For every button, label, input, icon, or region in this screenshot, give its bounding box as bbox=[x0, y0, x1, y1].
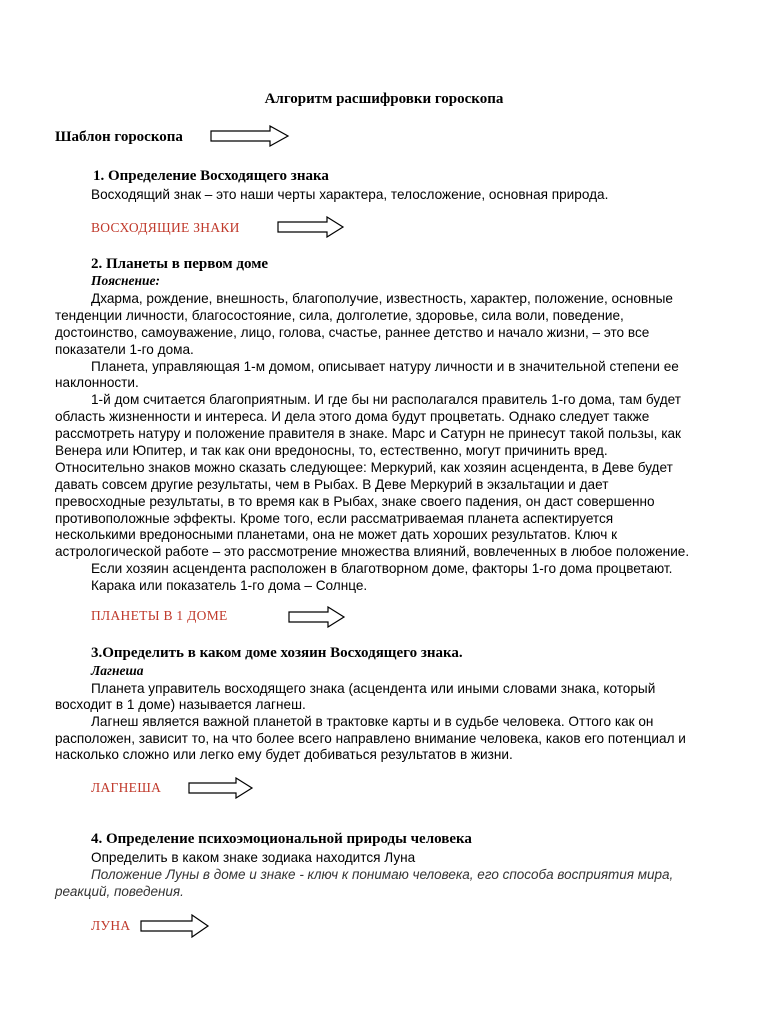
paragraph-line: показатели 1-го дома. bbox=[55, 342, 194, 357]
paragraph-line: Лагнеш является важной планетой в трактовке карты и в судьбе человека. Оттого как он bbox=[91, 714, 654, 729]
paragraph-line: насколько сложно или легко ему будет добиваться результатов в жизни. bbox=[55, 747, 513, 762]
page-title: Алгоритм расшифровки гороскопа bbox=[264, 91, 504, 107]
paragraph-line: превосходные результаты, в то время как в Рыбах, знаке своего падения, он даст совершенно bbox=[55, 494, 655, 509]
lagnesha-link[interactable]: ЛАГНЕША bbox=[91, 780, 162, 795]
italic-line: Положение Луны в доме и знаке - ключ к понимаю человека, его способа восприятия мира, bbox=[91, 867, 674, 882]
paragraph-line: достоинство, самоуважение, лицо, голова, счастье, раннее детство и начало жизни, – это все bbox=[55, 325, 650, 340]
section-4-text: Определить в каком знаке зодиака находится Луна bbox=[91, 850, 416, 865]
paragraph-line: восходит в 1 доме) называется лагнеш. bbox=[55, 697, 306, 712]
paragraph-line: Планета управитель восходящего знака (асцендента или иными словами знака, который bbox=[91, 681, 656, 696]
right-arrow-icon[interactable] bbox=[288, 606, 346, 628]
section-4-heading: 4. Определение психоэмоциональной природы человека bbox=[91, 831, 472, 847]
paragraph-line: тенденции личности, благосостояние, сила, долголетие, здоровье, сила воли, поведение, bbox=[55, 308, 624, 323]
right-arrow-icon[interactable] bbox=[277, 216, 345, 238]
paragraph-line: астрологической работе – это рассмотрение множества влияний, вовлеченных в любое положение. bbox=[55, 544, 690, 559]
ascendant-signs-link[interactable]: ВОСХОДЯЩИЕ ЗНАКИ bbox=[91, 220, 240, 235]
paragraph-line: Если хозяин асцендента расположен в благотворном доме, факторы 1-го дома процветают. bbox=[91, 561, 673, 576]
paragraph-line: давать совсем другие результаты, чем в Рыбах. В Деве Меркурий в экзальтации и дает bbox=[55, 477, 609, 492]
section-2-subheading: Пояснение: bbox=[91, 273, 160, 288]
right-arrow-icon[interactable] bbox=[210, 125, 290, 147]
right-arrow-icon[interactable] bbox=[188, 777, 254, 799]
section-2-heading: 2. Планеты в первом доме bbox=[91, 256, 269, 272]
template-label: Шаблон гороскопа bbox=[55, 129, 183, 145]
paragraph-line: противоположные эффекты. Кроме того, если рассматриваемая планета аспектируется bbox=[55, 511, 614, 526]
paragraph-line: несколькими вредоносными планетами, она не может дать хороших результатов. Ключ к bbox=[55, 527, 618, 542]
moon-link[interactable]: ЛУНА bbox=[91, 918, 131, 933]
paragraph-line: Относительно знаков можно сказать следующее: Меркурий, как хозяин асцендента, в Деве будет bbox=[55, 460, 673, 475]
paragraph-line: область жизненности и интереса. И дела этого дома будут процветать. Однако следует также bbox=[55, 409, 650, 424]
paragraph-line: Карака или показатель 1-го дома – Солнце. bbox=[91, 578, 368, 593]
section-1-heading: 1. Определение Восходящего знака bbox=[93, 168, 329, 184]
paragraph-line: 1-й дом считается благоприятным. И где бы ни располагался правитель 1-го дома, там будет bbox=[91, 392, 681, 407]
paragraph-line: наклонности. bbox=[55, 375, 139, 390]
paragraph-line: Планета, управляющая 1-м домом, описывает натуру личности и в значительной степени ее bbox=[91, 359, 679, 374]
italic-line: реакций, поведения. bbox=[55, 884, 184, 899]
paragraph-line: Венера или Юпитер, и так как они вредоносны, то, естественно, могут причинить вред. bbox=[55, 443, 608, 458]
planets-first-house-link[interactable]: ПЛАНЕТЫ В 1 ДОМЕ bbox=[91, 608, 228, 623]
paragraph-line: рассмотреть натуру и положение правителя в знаке. Марс и Сатурн не принесут такой пользы, как bbox=[55, 426, 681, 441]
paragraph-line: расположен, зависит то, на что более всего направлено внимание человека, каков его потенциал и bbox=[55, 731, 686, 746]
section-1-text: Восходящий знак – это наши черты характера, телосложение, основная природа. bbox=[91, 187, 609, 202]
section-3-subheading: Лагнеша bbox=[91, 663, 144, 678]
right-arrow-icon[interactable] bbox=[140, 914, 210, 938]
section-3-heading: 3.Определить в каком доме хозяин Восходящего знака. bbox=[91, 645, 463, 661]
paragraph-line: Дхарма, рождение, внешность, благополучие, известность, характер, положение, основные bbox=[91, 291, 673, 306]
